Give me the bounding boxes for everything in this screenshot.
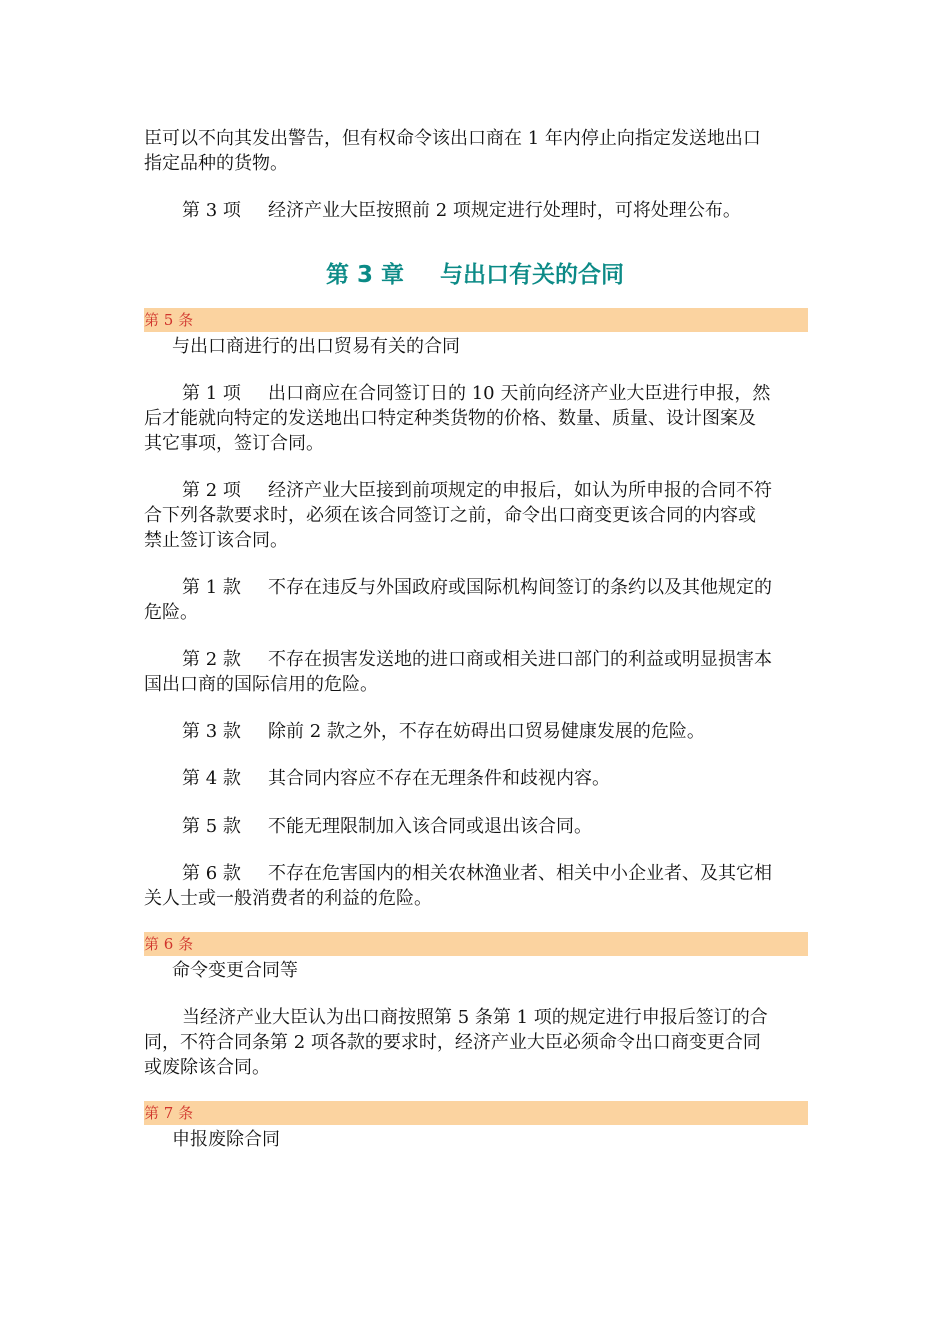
- text-line: 除前 2 款之外，不存在妨碍出口贸易健康发展的危险。: [268, 721, 705, 742]
- clause-label: 第 1 款: [182, 577, 241, 598]
- article5-clause-4: [144, 766, 808, 791]
- article5-clause-3: [144, 719, 808, 744]
- intro-paragraph: [144, 126, 808, 176]
- clause-label: 第 4 款: [182, 768, 241, 789]
- text-line: 不能无理限制加入该合同或退出该合同。: [268, 816, 592, 837]
- article-label: 第 5 条: [144, 311, 194, 329]
- clause-label: 第 2 款: [182, 649, 241, 670]
- article5-clause-2: [144, 647, 808, 697]
- article-label: 第 7 条: [144, 1104, 194, 1122]
- article6-paragraph: [144, 1005, 808, 1080]
- article-title-7: [144, 1127, 808, 1152]
- clause-label: 第 6 款: [182, 863, 241, 884]
- article-header-5: [144, 308, 808, 332]
- text-line: 当经济产业大臣认为出口商按照第 5 条第 1 项的规定进行申报后签订的合: [182, 1007, 768, 1028]
- text-line: 臣可以不向其发出警告，但有权命令该出口商在 1 年内停止向指定发送地出口: [144, 128, 761, 149]
- article5-clause-1: [144, 575, 808, 625]
- text-line: 不存在违反与外国政府或国际机构间签订的条约以及其他规定的: [268, 577, 772, 598]
- text-line: 危险。: [144, 602, 198, 623]
- text-line: 其合同内容应不存在无理条件和歧视内容。: [268, 768, 610, 789]
- text-line: 其它事项，签订合同。: [144, 433, 324, 454]
- item-label: 第 1 项: [182, 383, 241, 404]
- article5-clause-6: [144, 861, 808, 911]
- clause-label: 第 3 款: [182, 721, 241, 742]
- text-line: 国出口商的国际信用的危险。: [144, 674, 378, 695]
- intro-item-3: [144, 198, 808, 223]
- chapter-title: 与出口有关的合同: [440, 262, 625, 288]
- article5-item-2: [144, 478, 808, 553]
- article-label: 第 6 条: [144, 935, 194, 953]
- article-title: 申报废除合同: [172, 1129, 280, 1150]
- chapter-heading: [0, 256, 950, 289]
- text-line: 出口商应在合同签订日的 10 天前向经济产业大臣进行申报，然: [268, 383, 771, 404]
- text-line: 或废除该合同。: [144, 1057, 270, 1078]
- article-header-7: [144, 1101, 808, 1125]
- text-line: 后才能就向特定的发送地出口特定种类货物的价格、数量、质量、设计图案及: [144, 408, 756, 429]
- text-line: 指定品种的货物。: [144, 153, 288, 174]
- text-line: 不存在损害发送地的进口商或相关进口部门的利益或明显损害本: [268, 649, 772, 670]
- article-title: 与出口商进行的出口贸易有关的合同: [172, 336, 460, 357]
- item-label: 第 2 项: [182, 480, 241, 501]
- text-line: 关人士或一般消费者的利益的危险。: [144, 888, 432, 909]
- article-title-6: [144, 958, 808, 983]
- text-line: 合下列各款要求时，必须在该合同签订之前，命令出口商变更该合同的内容或: [144, 505, 756, 526]
- text-line: 经济产业大臣接到前项规定的申报后，如认为所申报的合同不符: [268, 480, 772, 501]
- article-header-6: [144, 932, 808, 956]
- clause-label: 第 5 款: [182, 816, 241, 837]
- text-line: 不存在危害国内的相关农林渔业者、相关中小企业者、及其它相: [268, 863, 772, 884]
- article-title: 命令变更合同等: [172, 960, 298, 981]
- text-line: 同，不符合同条第 2 项各款的要求时，经济产业大臣必须命令出口商变更合同: [144, 1032, 761, 1053]
- item-text: 经济产业大臣按照前 2 项规定进行处理时，可将处理公布。: [268, 200, 741, 221]
- item-label: 第 3 项: [182, 200, 241, 221]
- text-line: 禁止签订该合同。: [144, 530, 288, 551]
- article5-clause-5: [144, 814, 808, 839]
- chapter-number: 第 3 章: [325, 262, 405, 288]
- article-title-5: [144, 334, 808, 359]
- article5-item-1: [144, 381, 808, 456]
